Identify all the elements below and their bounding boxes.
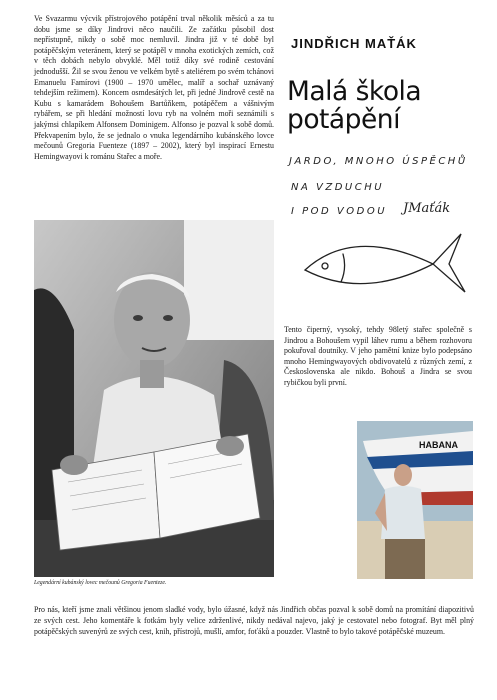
footer-paragraph: Pro nás, kteří jsme znali většinou jenom sladké vody, bylo úžasné, když nás Jindřich občas pozval k sobě domů na promítání diapozitivů ze svých cest. Jeho komentáře k fotkám byly velice zdrženlivé, nikdy nedával najevo, jaký je cestovatel nebo fotograf. Byt měl plný potápěčských suvenýrů ze svých cest, knih, přístrojů, mušlí, amfor, foťáků a pouzder. Vlastně to bylo takové potápěčské muzeum. bbox=[34, 605, 474, 636]
signature: JMaťák bbox=[403, 201, 451, 216]
intro-paragraph: Ve Svazarmu výcvik přístrojového potápění trval několik měsíců a za tu dobu jsme se díky Jindrovi něco naučili. Ze začátku působil dost nepřístupně, nikdy o sobě moc nemluvil. Jindra již v té době byl potápěčským veteránem, který se potápěl v mnoha exotických zemích, což v těch dobách nebylo obvyklé. Měl totiž díky své rodině cestování jednodušší. Žil se svou ženou ve velkém bytě s ateliérem po svém tchánovi Emanuelu Famírovi (1900 – 1970 umělec, malíř a sochař uznávaný tehdejším režimem). Koncem osmdesátých let, při jedné Jindrově cestě na Kubu s kamarádem Bohoušem Bartůňkem, potápěčem a vášnivým rybářem, se při hledání možností lovu ryb na volném moři seznámili s jakýmsi chlapíkem Alfonsem Dominigem. Alfonso je pozval k sobě domů. Překvapením bylo, že se jednalo o vnuka legendárního kubánského lovce mečounů Gregoria Fuenteze (1897 – 2002), který byl inspirací Ernestu Hemingwayovi k románu Stařec a moře. bbox=[34, 14, 274, 161]
boat-name: HABANA bbox=[419, 440, 458, 450]
dedication-line-1: JARDO, MNOHO ÚSPĚCHŮ bbox=[289, 156, 468, 167]
dedication-line-3: I POD VODOU bbox=[291, 206, 388, 217]
side-paragraph: Tento čiperný, vysoký, tehdy 98letý stařec společně s Jindrou a Bohoušem vypil láhev rumu a během rozhovoru pokuřoval doutníky. V jeho pamětní knize bylo podepsáno mnoho Hemingwayových obdivovatelů z různých zemí, z Československa ale nikdo. Bohouš a Jindra se svou rybičkou byli první. bbox=[284, 325, 472, 387]
book-title bbox=[287, 78, 472, 134]
man-with-boat-photo bbox=[357, 421, 473, 579]
dedication-line-2: NA VZDUCHU bbox=[291, 182, 385, 193]
book-cover-image bbox=[283, 24, 473, 314]
book-title-line-1: Malá škola bbox=[287, 76, 422, 107]
book-author: JINDŘICH MAŤÁK bbox=[291, 36, 417, 51]
photo-caption: Legendární kubánský lovec mečounů Gregoria Fuenteze. bbox=[34, 580, 167, 586]
book-title-line-2: potápění bbox=[287, 104, 400, 135]
handwritten-dedication bbox=[283, 142, 473, 322]
fish-drawing bbox=[305, 234, 465, 292]
old-man-photo bbox=[34, 220, 274, 577]
